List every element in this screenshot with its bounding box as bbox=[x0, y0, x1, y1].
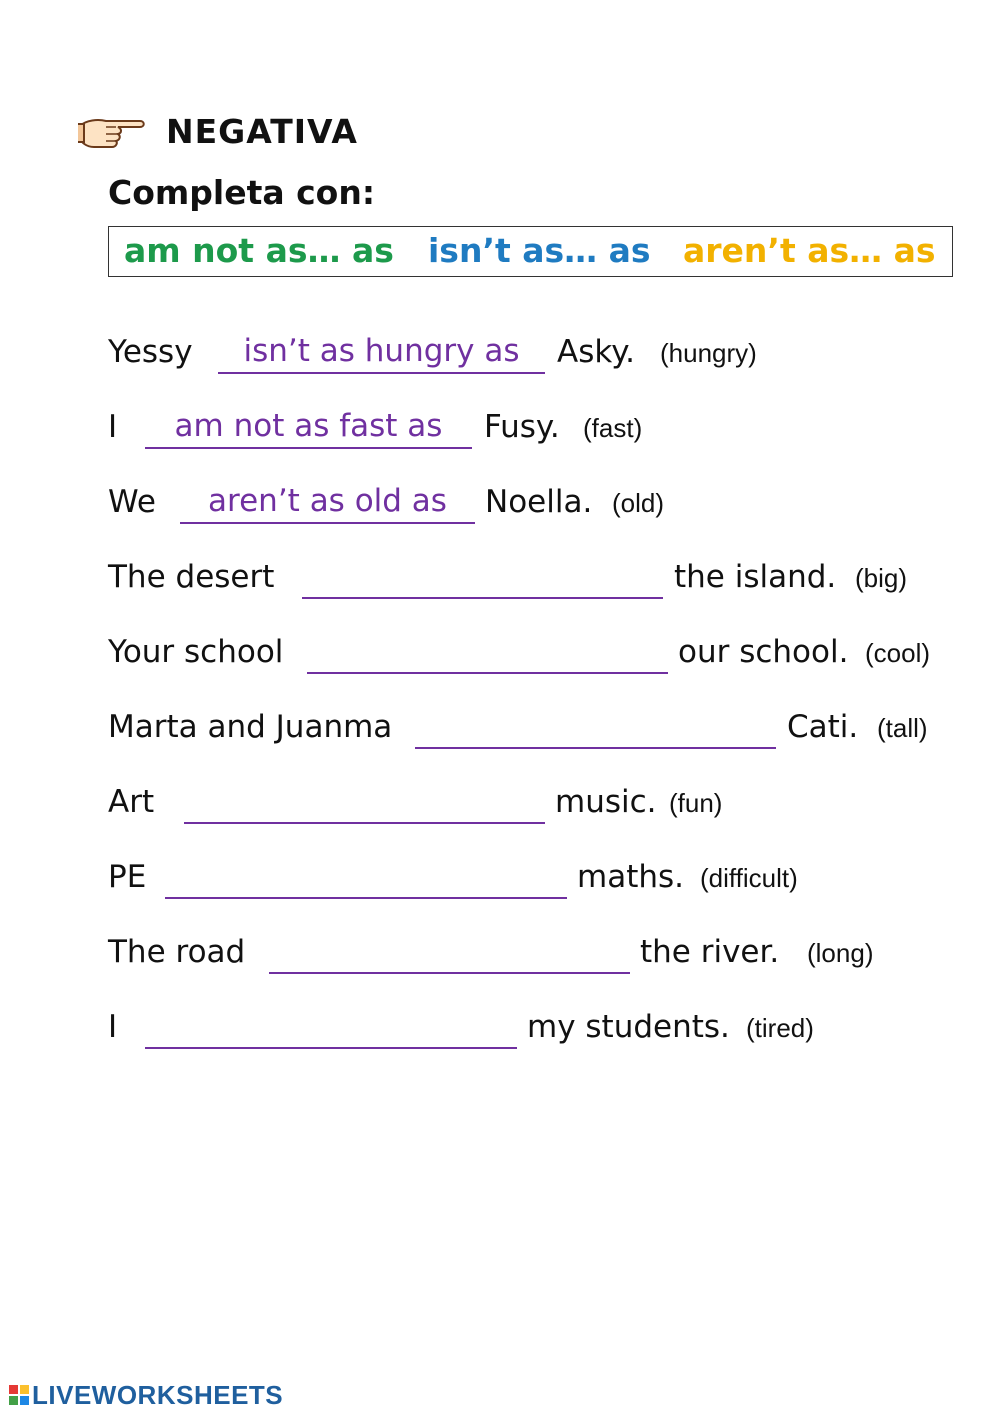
sentence-subject: Your school bbox=[108, 634, 284, 670]
footer-text: LIVEWORKSHEETS bbox=[32, 1380, 284, 1410]
sentence-object: Fusy. bbox=[484, 409, 560, 445]
adjective-hint: (cool) bbox=[865, 638, 931, 668]
answer-blank[interactable] bbox=[145, 409, 472, 449]
answer-text: isn’t as hungry as bbox=[243, 333, 520, 369]
adjective-hint: (fast) bbox=[583, 413, 643, 443]
sentence-subject: I bbox=[108, 1009, 118, 1045]
sentence-subject: Yessy bbox=[108, 334, 193, 370]
word-bank-option: isn’t as… as bbox=[428, 231, 651, 270]
adjective-hint: (long) bbox=[807, 938, 874, 968]
adjective-hint: (old) bbox=[612, 488, 665, 518]
answer-blank[interactable] bbox=[307, 634, 668, 674]
sentence-subject: Art bbox=[108, 784, 155, 820]
word-bank-option: am not as… as bbox=[124, 231, 394, 270]
liveworksheets-logo-icon bbox=[8, 1384, 30, 1406]
adjective-hint: (fun) bbox=[669, 788, 723, 818]
sentence-object: the river. bbox=[640, 934, 780, 970]
word-bank-option: aren’t as… as bbox=[683, 231, 936, 270]
answer-blank[interactable] bbox=[180, 484, 475, 524]
answer-blank[interactable] bbox=[184, 784, 545, 824]
sentence-object: Noella. bbox=[485, 484, 593, 520]
sentence-subject: I bbox=[108, 409, 118, 445]
pointing-hand-icon bbox=[76, 112, 146, 152]
answer-blank[interactable] bbox=[269, 934, 630, 974]
answer-text: aren’t as old as bbox=[208, 483, 447, 519]
answer-blank[interactable] bbox=[415, 709, 776, 749]
adjective-hint: (hungry) bbox=[660, 338, 757, 368]
sentence-subject: Marta and Juanma bbox=[108, 709, 393, 745]
answer-blank[interactable] bbox=[218, 334, 545, 374]
adjective-hint: (big) bbox=[855, 563, 908, 593]
sentence-object: music. bbox=[555, 784, 657, 820]
sentence-object: Cati. bbox=[787, 709, 859, 745]
sentence-object: maths. bbox=[577, 859, 685, 895]
adjective-hint: (difficult) bbox=[700, 863, 798, 893]
sentence-subject: We bbox=[108, 484, 156, 520]
sentence-object: my students. bbox=[527, 1009, 730, 1045]
answer-blank[interactable] bbox=[302, 559, 663, 599]
sentence-object: Asky. bbox=[557, 334, 635, 370]
sentence-object: our school. bbox=[678, 634, 849, 670]
instructions: Completa con: bbox=[108, 173, 376, 212]
answer-text: am not as fast as bbox=[174, 408, 443, 444]
adjective-hint: (tired) bbox=[746, 1013, 814, 1043]
adjective-hint: (tall) bbox=[877, 713, 928, 743]
page-title: NEGATIVA bbox=[166, 112, 358, 151]
word-bank bbox=[108, 226, 953, 277]
sentence-subject: PE bbox=[108, 859, 147, 895]
sentence-subject: The desert bbox=[108, 559, 275, 595]
sentence-subject: The road bbox=[108, 934, 246, 970]
answer-blank[interactable] bbox=[145, 1009, 517, 1049]
sentence-object: the island. bbox=[674, 559, 837, 595]
answer-blank[interactable] bbox=[165, 859, 567, 899]
